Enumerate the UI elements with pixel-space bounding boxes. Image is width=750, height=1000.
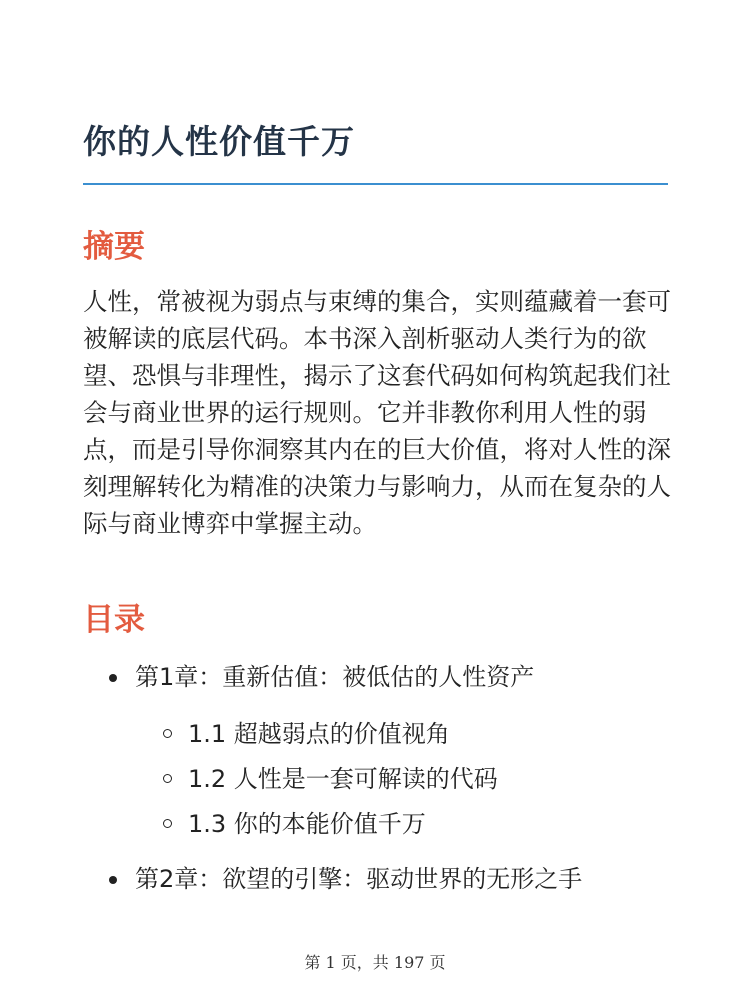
toc-chapter-2 <box>83 862 582 896</box>
hollow-bullet-icon <box>163 729 172 738</box>
toc-section-1-3 <box>83 807 683 852</box>
bullet-icon <box>109 674 117 682</box>
hollow-bullet-icon <box>163 774 172 783</box>
abstract-heading: 摘要 <box>83 229 145 265</box>
toc-chapter-label: 第1章：重新估值：被低估的人性资产 <box>135 663 535 691</box>
toc-section-list <box>83 717 683 852</box>
toc-section-1-1 <box>83 717 683 762</box>
toc-chapter-1 <box>83 660 534 694</box>
title-divider <box>83 183 668 185</box>
abstract-paragraph: 人性，常被视为弱点与束缚的集合，实则蕴藏着一套可被解读的底层代码。本书深入剖析驱动人类行为的欲望、恐惧与非理性，揭示了这套代码如何构筑起我们社会与商业世界的运行规则。它并非教你利用人性的弱点，而是引导你洞察其内在的巨大价值，将对人性的深刻理解转化为精准的决策力与影响力，从而在复杂的人际与商业博弈中掌握主动。 <box>83 287 671 538</box>
toc-heading: 目录 <box>83 602 145 638</box>
book-title: 你的人性价值千万 <box>83 122 355 161</box>
toc-chapter-1-sections <box>83 717 683 852</box>
toc-section-label: 1.3 你的本能价值千万 <box>188 810 426 838</box>
toc-section-label: 1.2 人性是一套可解读的代码 <box>188 765 498 793</box>
page-number-footer: 第 1 页，共 197 页 <box>304 953 446 972</box>
hollow-bullet-icon <box>163 819 172 828</box>
bullet-icon <box>109 876 117 884</box>
toc-chapter-label: 第2章：欲望的引擎：驱动世界的无形之手 <box>135 865 583 893</box>
toc-section-label: 1.1 超越弱点的价值视角 <box>188 720 450 748</box>
toc-section-1-2 <box>83 762 683 807</box>
